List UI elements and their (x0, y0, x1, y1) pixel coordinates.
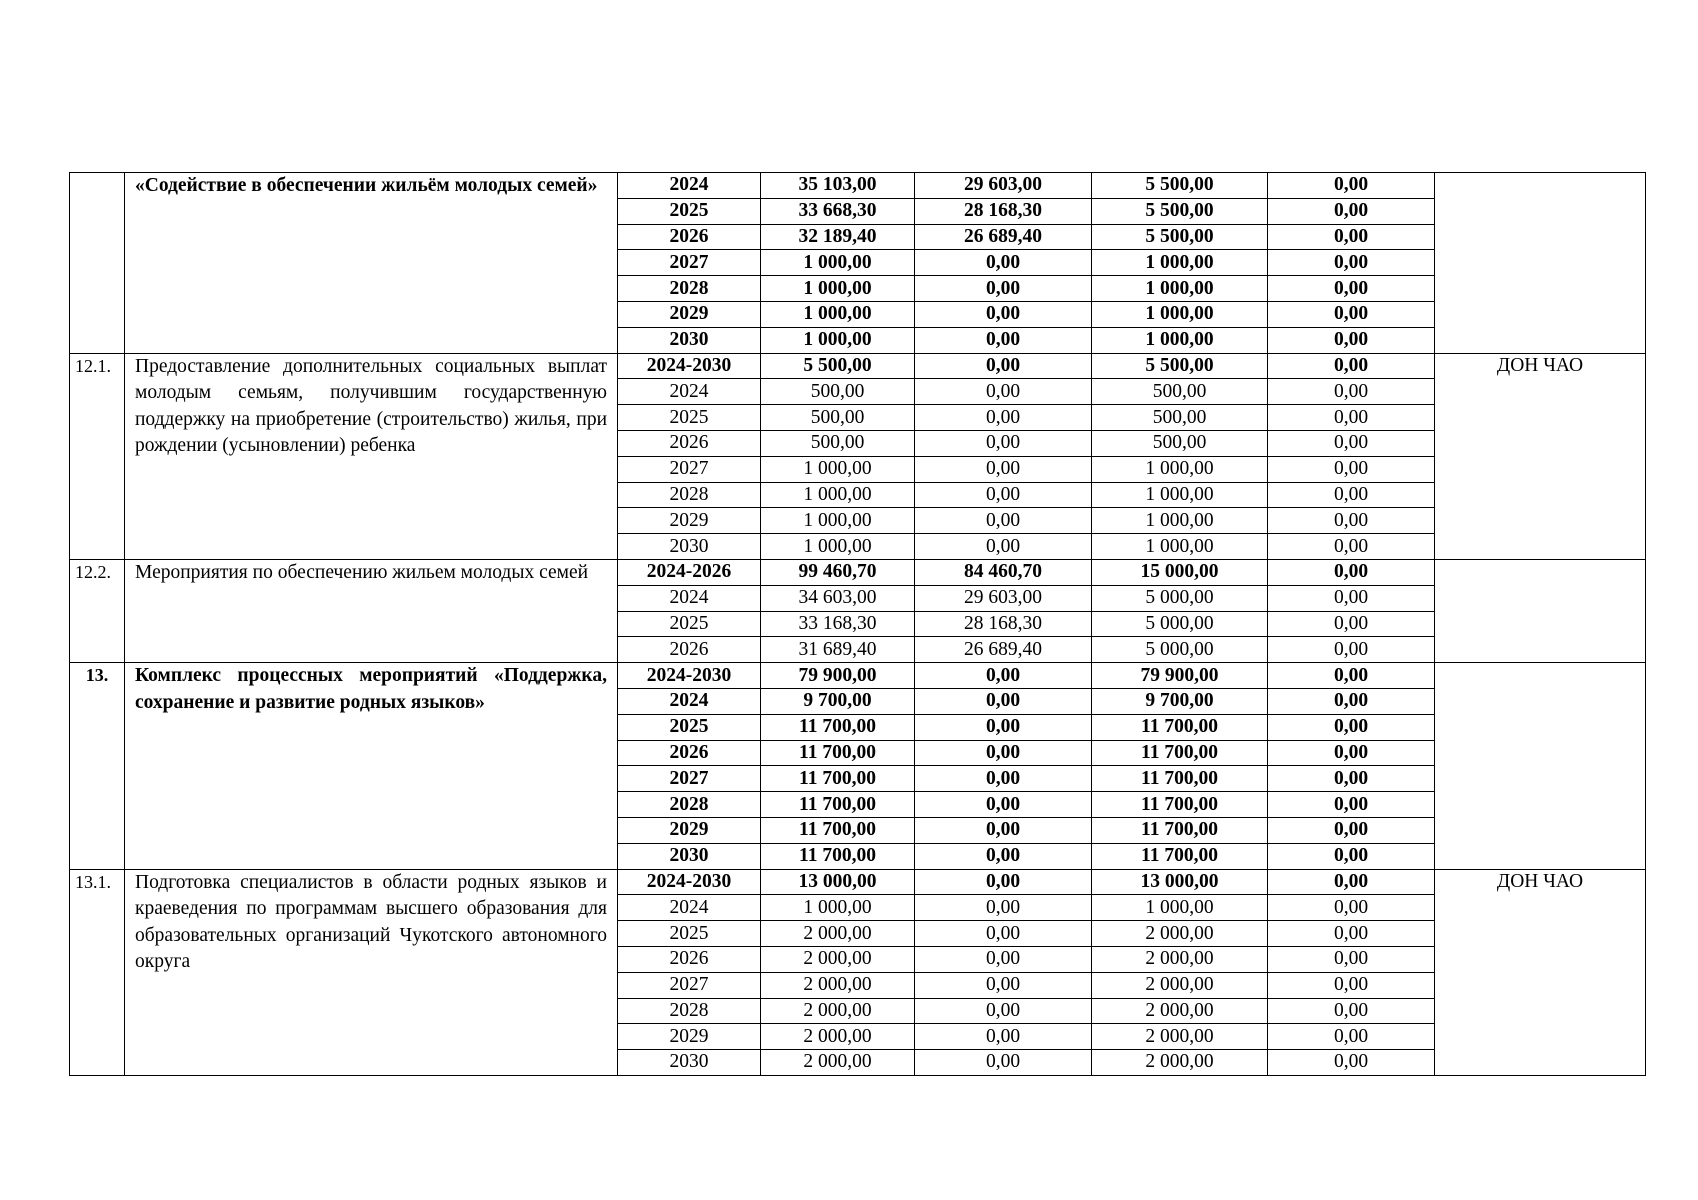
other-sources-cell: 0,00 (1268, 688, 1435, 714)
other-sources-cell: 0,00 (1268, 766, 1435, 792)
period-cell: 2028 (618, 276, 761, 302)
federal-budget-cell: 0,00 (915, 276, 1092, 302)
federal-budget-cell: 0,00 (915, 921, 1092, 947)
period-cell: 2025 (618, 714, 761, 740)
table-row (70, 559, 1646, 585)
total-amount-cell: 5 500,00 (761, 353, 915, 379)
table-row (70, 869, 1646, 895)
federal-budget-cell: 28 168,30 (915, 198, 1092, 224)
item-name: Мероприятия по обеспечению жильем молодых семей (125, 559, 618, 662)
total-amount-cell: 33 168,30 (761, 611, 915, 637)
federal-budget-cell: 0,00 (915, 843, 1092, 869)
regional-budget-cell: 2 000,00 (1092, 946, 1268, 972)
regional-budget-cell: 11 700,00 (1092, 766, 1268, 792)
period-cell: 2026 (618, 740, 761, 766)
item-name: Предоставление дополнительных социальных выплат молодым семьям, получившим государственную поддержку на приобретение (строительство) жилья, при рождении (усыновлении) ребенка (125, 353, 618, 559)
regional-budget-cell: 500,00 (1092, 379, 1268, 405)
regional-budget-cell: 2 000,00 (1092, 998, 1268, 1024)
period-cell: 2027 (618, 766, 761, 792)
table-body (70, 173, 1646, 1076)
total-amount-cell: 2 000,00 (761, 921, 915, 947)
regional-budget-cell: 5 500,00 (1092, 173, 1268, 199)
period-cell: 2029 (618, 301, 761, 327)
total-amount-cell: 500,00 (761, 430, 915, 456)
period-cell: 2024 (618, 173, 761, 199)
other-sources-cell: 0,00 (1268, 430, 1435, 456)
total-amount-cell: 1 000,00 (761, 456, 915, 482)
item-number (70, 173, 125, 354)
federal-budget-cell: 0,00 (915, 482, 1092, 508)
federal-budget-cell: 0,00 (915, 379, 1092, 405)
federal-budget-cell: 0,00 (915, 792, 1092, 818)
federal-budget-cell: 0,00 (915, 998, 1092, 1024)
regional-budget-cell: 11 700,00 (1092, 740, 1268, 766)
federal-budget-cell: 26 689,40 (915, 637, 1092, 663)
other-sources-cell: 0,00 (1268, 482, 1435, 508)
federal-budget-cell: 0,00 (915, 688, 1092, 714)
other-sources-cell: 0,00 (1268, 1050, 1435, 1076)
period-cell: 2026 (618, 946, 761, 972)
federal-budget-cell: 0,00 (915, 508, 1092, 534)
regional-budget-cell: 5 500,00 (1092, 198, 1268, 224)
regional-budget-cell: 5 000,00 (1092, 585, 1268, 611)
regional-budget-cell: 5 000,00 (1092, 611, 1268, 637)
table-row (70, 353, 1646, 379)
regional-budget-cell: 11 700,00 (1092, 792, 1268, 818)
period-cell: 2024 (618, 688, 761, 714)
other-sources-cell: 0,00 (1268, 637, 1435, 663)
other-sources-cell: 0,00 (1268, 843, 1435, 869)
item-number: 12.1. (70, 353, 125, 559)
regional-budget-cell: 1 000,00 (1092, 327, 1268, 353)
period-cell: 2028 (618, 482, 761, 508)
total-amount-cell: 11 700,00 (761, 843, 915, 869)
regional-budget-cell: 5 500,00 (1092, 353, 1268, 379)
period-cell: 2025 (618, 198, 761, 224)
item-number: 12.2. (70, 559, 125, 662)
period-cell: 2026 (618, 637, 761, 663)
table-row (70, 173, 1646, 199)
executor-cell (1435, 173, 1646, 354)
total-amount-cell: 34 603,00 (761, 585, 915, 611)
total-amount-cell: 11 700,00 (761, 817, 915, 843)
other-sources-cell: 0,00 (1268, 714, 1435, 740)
federal-budget-cell: 0,00 (915, 740, 1092, 766)
regional-budget-cell: 5 500,00 (1092, 224, 1268, 250)
executor-cell: ДОН ЧАО (1435, 869, 1646, 1075)
total-amount-cell: 32 189,40 (761, 224, 915, 250)
total-amount-cell: 1 000,00 (761, 534, 915, 560)
regional-budget-cell: 2 000,00 (1092, 972, 1268, 998)
period-cell: 2030 (618, 1050, 761, 1076)
total-amount-cell: 1 000,00 (761, 895, 915, 921)
federal-budget-cell: 28 168,30 (915, 611, 1092, 637)
total-amount-cell: 11 700,00 (761, 766, 915, 792)
period-cell: 2026 (618, 224, 761, 250)
other-sources-cell: 0,00 (1268, 508, 1435, 534)
period-cell: 2028 (618, 998, 761, 1024)
other-sources-cell: 0,00 (1268, 276, 1435, 302)
regional-budget-cell: 5 000,00 (1092, 637, 1268, 663)
period-cell: 2030 (618, 534, 761, 560)
period-cell: 2024 (618, 379, 761, 405)
federal-budget-cell: 84 460,70 (915, 559, 1092, 585)
period-cell: 2029 (618, 1024, 761, 1050)
federal-budget-cell: 0,00 (915, 766, 1092, 792)
period-cell: 2024-2030 (618, 353, 761, 379)
total-amount-cell: 2 000,00 (761, 1050, 915, 1076)
other-sources-cell: 0,00 (1268, 173, 1435, 199)
federal-budget-cell: 0,00 (915, 301, 1092, 327)
period-cell: 2024-2030 (618, 869, 761, 895)
other-sources-cell: 0,00 (1268, 817, 1435, 843)
item-number: 13. (70, 663, 125, 869)
period-cell: 2027 (618, 972, 761, 998)
regional-budget-cell: 1 000,00 (1092, 301, 1268, 327)
federal-budget-cell: 0,00 (915, 1024, 1092, 1050)
federal-budget-cell: 0,00 (915, 250, 1092, 276)
federal-budget-cell: 0,00 (915, 1050, 1092, 1076)
regional-budget-cell: 500,00 (1092, 405, 1268, 431)
total-amount-cell: 33 668,30 (761, 198, 915, 224)
period-cell: 2029 (618, 817, 761, 843)
period-cell: 2025 (618, 405, 761, 431)
other-sources-cell: 0,00 (1268, 611, 1435, 637)
item-name: «Содействие в обеспечении жильём молодых семей» (125, 173, 618, 354)
period-cell: 2025 (618, 611, 761, 637)
other-sources-cell: 0,00 (1268, 1024, 1435, 1050)
period-cell: 2025 (618, 921, 761, 947)
total-amount-cell: 31 689,40 (761, 637, 915, 663)
total-amount-cell: 11 700,00 (761, 792, 915, 818)
other-sources-cell: 0,00 (1268, 792, 1435, 818)
total-amount-cell: 2 000,00 (761, 946, 915, 972)
period-cell: 2024-2030 (618, 663, 761, 689)
period-cell: 2024-2026 (618, 559, 761, 585)
other-sources-cell: 0,00 (1268, 663, 1435, 689)
total-amount-cell: 2 000,00 (761, 1024, 915, 1050)
other-sources-cell: 0,00 (1268, 301, 1435, 327)
period-cell: 2024 (618, 895, 761, 921)
item-number: 13.1. (70, 869, 125, 1075)
other-sources-cell: 0,00 (1268, 895, 1435, 921)
other-sources-cell: 0,00 (1268, 327, 1435, 353)
other-sources-cell: 0,00 (1268, 456, 1435, 482)
other-sources-cell: 0,00 (1268, 946, 1435, 972)
total-amount-cell: 1 000,00 (761, 250, 915, 276)
period-cell: 2027 (618, 456, 761, 482)
federal-budget-cell: 29 603,00 (915, 173, 1092, 199)
federal-budget-cell: 29 603,00 (915, 585, 1092, 611)
federal-budget-cell: 0,00 (915, 405, 1092, 431)
item-name: Подготовка специалистов в области родных языков и краеведения по программам высшего образования для образовательных организаций Чукотского автономного округа (125, 869, 618, 1075)
regional-budget-cell: 11 700,00 (1092, 817, 1268, 843)
total-amount-cell: 99 460,70 (761, 559, 915, 585)
regional-budget-cell: 11 700,00 (1092, 714, 1268, 740)
regional-budget-cell: 79 900,00 (1092, 663, 1268, 689)
regional-budget-cell: 1 000,00 (1092, 482, 1268, 508)
total-amount-cell: 500,00 (761, 379, 915, 405)
executor-cell: ДОН ЧАО (1435, 353, 1646, 559)
federal-budget-cell: 0,00 (915, 353, 1092, 379)
other-sources-cell: 0,00 (1268, 921, 1435, 947)
total-amount-cell: 2 000,00 (761, 972, 915, 998)
period-cell: 2024 (618, 585, 761, 611)
total-amount-cell: 13 000,00 (761, 869, 915, 895)
federal-budget-cell: 0,00 (915, 534, 1092, 560)
total-amount-cell: 1 000,00 (761, 327, 915, 353)
executor-cell (1435, 559, 1646, 662)
other-sources-cell: 0,00 (1268, 740, 1435, 766)
period-cell: 2030 (618, 327, 761, 353)
regional-budget-cell: 2 000,00 (1092, 1024, 1268, 1050)
other-sources-cell: 0,00 (1268, 585, 1435, 611)
regional-budget-cell: 1 000,00 (1092, 276, 1268, 302)
period-cell: 2026 (618, 430, 761, 456)
regional-budget-cell: 1 000,00 (1092, 895, 1268, 921)
federal-budget-cell: 0,00 (915, 817, 1092, 843)
total-amount-cell: 79 900,00 (761, 663, 915, 689)
other-sources-cell: 0,00 (1268, 559, 1435, 585)
regional-budget-cell: 13 000,00 (1092, 869, 1268, 895)
federal-budget-cell: 26 689,40 (915, 224, 1092, 250)
other-sources-cell: 0,00 (1268, 353, 1435, 379)
total-amount-cell: 2 000,00 (761, 998, 915, 1024)
other-sources-cell: 0,00 (1268, 379, 1435, 405)
federal-budget-cell: 0,00 (915, 869, 1092, 895)
period-cell: 2027 (618, 250, 761, 276)
federal-budget-cell: 0,00 (915, 327, 1092, 353)
regional-budget-cell: 500,00 (1092, 430, 1268, 456)
other-sources-cell: 0,00 (1268, 250, 1435, 276)
period-cell: 2028 (618, 792, 761, 818)
federal-budget-cell: 0,00 (915, 714, 1092, 740)
total-amount-cell: 500,00 (761, 405, 915, 431)
regional-budget-cell: 1 000,00 (1092, 508, 1268, 534)
total-amount-cell: 1 000,00 (761, 482, 915, 508)
other-sources-cell: 0,00 (1268, 869, 1435, 895)
regional-budget-cell: 1 000,00 (1092, 250, 1268, 276)
total-amount-cell: 1 000,00 (761, 276, 915, 302)
other-sources-cell: 0,00 (1268, 972, 1435, 998)
regional-budget-cell: 2 000,00 (1092, 921, 1268, 947)
regional-budget-cell: 11 700,00 (1092, 843, 1268, 869)
federal-budget-cell: 0,00 (915, 895, 1092, 921)
regional-budget-cell: 9 700,00 (1092, 688, 1268, 714)
table-row (70, 663, 1646, 689)
federal-budget-cell: 0,00 (915, 430, 1092, 456)
other-sources-cell: 0,00 (1268, 534, 1435, 560)
total-amount-cell: 11 700,00 (761, 714, 915, 740)
funding-table (69, 172, 1646, 1076)
federal-budget-cell: 0,00 (915, 456, 1092, 482)
executor-cell (1435, 663, 1646, 869)
regional-budget-cell: 1 000,00 (1092, 534, 1268, 560)
total-amount-cell: 1 000,00 (761, 301, 915, 327)
other-sources-cell: 0,00 (1268, 224, 1435, 250)
federal-budget-cell: 0,00 (915, 663, 1092, 689)
other-sources-cell: 0,00 (1268, 998, 1435, 1024)
regional-budget-cell: 1 000,00 (1092, 456, 1268, 482)
period-cell: 2030 (618, 843, 761, 869)
total-amount-cell: 9 700,00 (761, 688, 915, 714)
regional-budget-cell: 2 000,00 (1092, 1050, 1268, 1076)
period-cell: 2029 (618, 508, 761, 534)
total-amount-cell: 1 000,00 (761, 508, 915, 534)
other-sources-cell: 0,00 (1268, 405, 1435, 431)
federal-budget-cell: 0,00 (915, 946, 1092, 972)
federal-budget-cell: 0,00 (915, 972, 1092, 998)
other-sources-cell: 0,00 (1268, 198, 1435, 224)
item-name: Комплекс процессных мероприятий «Поддержка, сохранение и развитие родных языков» (125, 663, 618, 869)
regional-budget-cell: 15 000,00 (1092, 559, 1268, 585)
total-amount-cell: 11 700,00 (761, 740, 915, 766)
total-amount-cell: 35 103,00 (761, 173, 915, 199)
